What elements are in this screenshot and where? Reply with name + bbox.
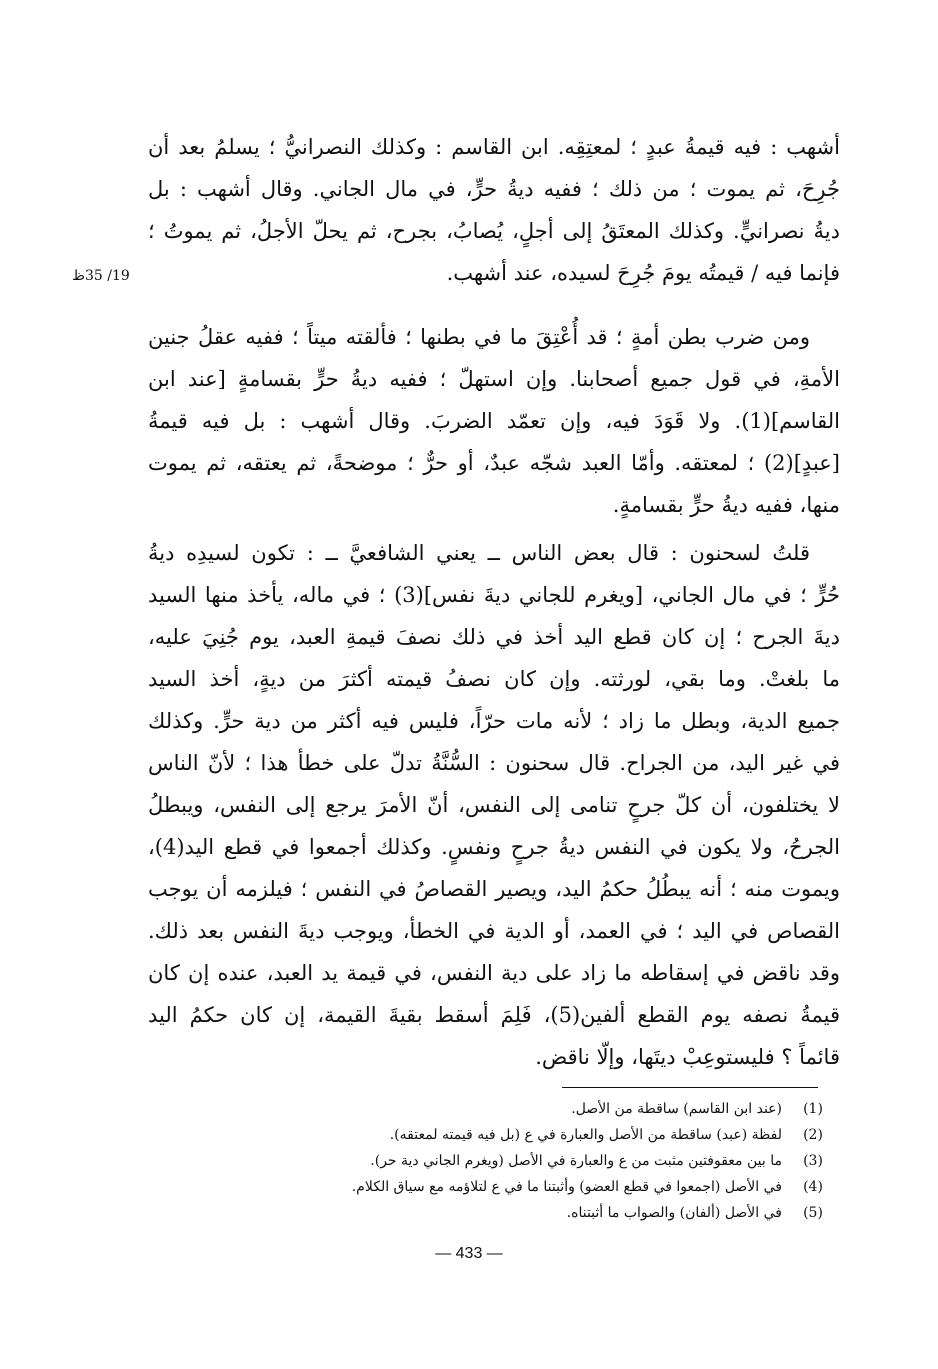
text-line: قائماً ؟ فليستوعِبْ ديتَها، وإلّا ناقض. bbox=[535, 1045, 840, 1069]
page-number: — 433 — bbox=[435, 1245, 503, 1262]
footnote-number: (2) bbox=[803, 1127, 823, 1143]
footnote-number: (3) bbox=[803, 1153, 823, 1169]
paragraph-2 bbox=[148, 316, 840, 526]
text-line: لا يختلفون، أن كلّ جرحٍ تنامى إلى النفس، أنّ الأمرَ يرجع إلى النفس، ويبطلُ bbox=[148, 793, 840, 817]
text-line: في غير اليد، من الجراح. قال سحنون : السُّنَّةُ تدلّ على خطأ هذا ؛ لأنّ الناس bbox=[148, 751, 840, 775]
text-line: قيمةُ نصفه يوم القطع ألفين(5)، فَلِمَ أسقط بقيةَ القيمة، إن كان حكمُ اليد bbox=[148, 1003, 840, 1027]
text-line: ديةُ نصرانيٍّ. وكذلك المعتَقُ إلى أجلٍ، يُصابُ، بجرح، ثم يحلّ الأجلُ، ثم يموتُ ؛ bbox=[148, 219, 840, 243]
footnote-5 bbox=[240, 1200, 828, 1226]
text-line: [عبدٍ](2) ؛ لمعتقه. وأمّا العبد شجّه عبدٌ، أو حرٌّ ؛ موضحةً، ثم يعتقه، ثم يموت bbox=[148, 451, 840, 475]
footnote-number: (1) bbox=[803, 1101, 823, 1117]
manuscript-folio-note: 19/ 35ظ bbox=[72, 268, 130, 284]
text-line: حُرٍّ ؛ في مال الجاني، [ويغرم للجاني ديةَ نفس](3) ؛ في ماله، يأخذ منها السيد bbox=[148, 583, 840, 607]
footnote-text: في الأصل (ألفان) والصواب ما أثبتناه. bbox=[566, 1205, 782, 1221]
text-line: القصاص في اليد ؛ في العمد، أو الدية في الخطأ، ويوجب ديةَ النفس بعد ذلك. bbox=[148, 919, 840, 943]
text-line: قلتُ لسحنون : قال بعض الناس ــ يعني الشافعيَّ ــ : تكون لسيدِه ديةُ bbox=[148, 541, 810, 565]
footnote-separator bbox=[562, 1087, 818, 1088]
paragraph-3 bbox=[148, 532, 840, 1078]
text-line: القاسم](1). ولا قَوَدَ فيه، وإن تعمّد الضربَ. وقال أشهب : بل فيه قيمةُ bbox=[148, 409, 840, 433]
text-line: الأمةِ، في قول جميع أصحابنا. وإن استهلّ ؛ ففيه ديةُ حرٍّ بقسامةٍ [عند ابن bbox=[148, 367, 840, 391]
text-line: الجرحُ، ولا يكون في النفس ديةُ جرحٍ ونفسٍ. وكذلك أجمعوا في قطع اليد(4)، bbox=[148, 835, 840, 859]
text-line: فإنما فيه / قيمتُه يومَ جُرِحَ لسيده، عند أشهب. bbox=[446, 261, 840, 285]
footnote-2 bbox=[240, 1122, 828, 1148]
text-line: ويموت منه ؛ أنه يبطُلُ حكمُ اليد، ويصير القصاصُ في النفس ؛ فيلزمه أن يوجب bbox=[148, 877, 840, 901]
text-line: جُرِحَ، ثم يموت ؛ من ذلك ؛ ففيه ديةُ حرٍّ، في مال الجاني. وقال أشهب : بل bbox=[148, 177, 840, 201]
footnote-number: (5) bbox=[803, 1205, 823, 1221]
footnote-text: (عند ابن القاسم) ساقطة من الأصل. bbox=[571, 1101, 782, 1117]
text-line: ديةَ الجرح ؛ إن كان قطع اليد أخذ في ذلك نصفَ قيمةِ العبد، يوم جُنِيَ عليه، bbox=[148, 625, 840, 649]
text-line: ومن ضرب بطن أمةٍ ؛ قد أُعْتِقَ ما في بطنها ؛ فألقته ميتاً ؛ ففيه عقلُ جنين bbox=[148, 325, 810, 349]
footnote-text: لفظة (عبد) ساقطة من الأصل والعبارة في ع (بل فيه قيمته لمعتقه). bbox=[389, 1127, 782, 1143]
text-line: ما بلغتْ. وما بقي، لورثته. وإن كان نصفُ قيمته أكثرَ من ديةٍ، أخذ السيد bbox=[148, 667, 840, 691]
footnote-text: في الأصل (اجمعوا في قطع العضو) وأثبتنا ما في ع لتلاؤمه مع سياق الكلام. bbox=[351, 1179, 782, 1195]
text-line: منها، ففيه ديةُ حرٍّ بقسامةٍ. bbox=[612, 493, 840, 517]
paragraph-1 bbox=[148, 126, 840, 294]
footnote-1 bbox=[240, 1096, 828, 1122]
footnote-4 bbox=[240, 1174, 828, 1200]
footnote-3 bbox=[240, 1148, 828, 1174]
footnote-number: (4) bbox=[803, 1179, 823, 1195]
footnote-text: ما بين معقوفتين مثبت من ع والعبارة في الأصل (ويغرم الجاني دية حر). bbox=[370, 1153, 782, 1169]
text-line: أشهب : فيه قيمةُ عبدٍ ؛ لمعتِقِه. ابن القاسم : وكذلك النصرانيُّ ؛ يسلمُ بعد أن bbox=[148, 135, 840, 159]
footnotes bbox=[240, 1096, 828, 1226]
text-line: جميع الدية، وبطل ما زاد ؛ لأنه مات حرّاً، فليس فيه أكثر من دية حرٍّ. وكذلك bbox=[148, 709, 840, 733]
text-line: وقد ناقض في إسقاطه ما زاد على دية النفس، في قيمة يد العبد، عنده إن كان bbox=[148, 961, 840, 985]
